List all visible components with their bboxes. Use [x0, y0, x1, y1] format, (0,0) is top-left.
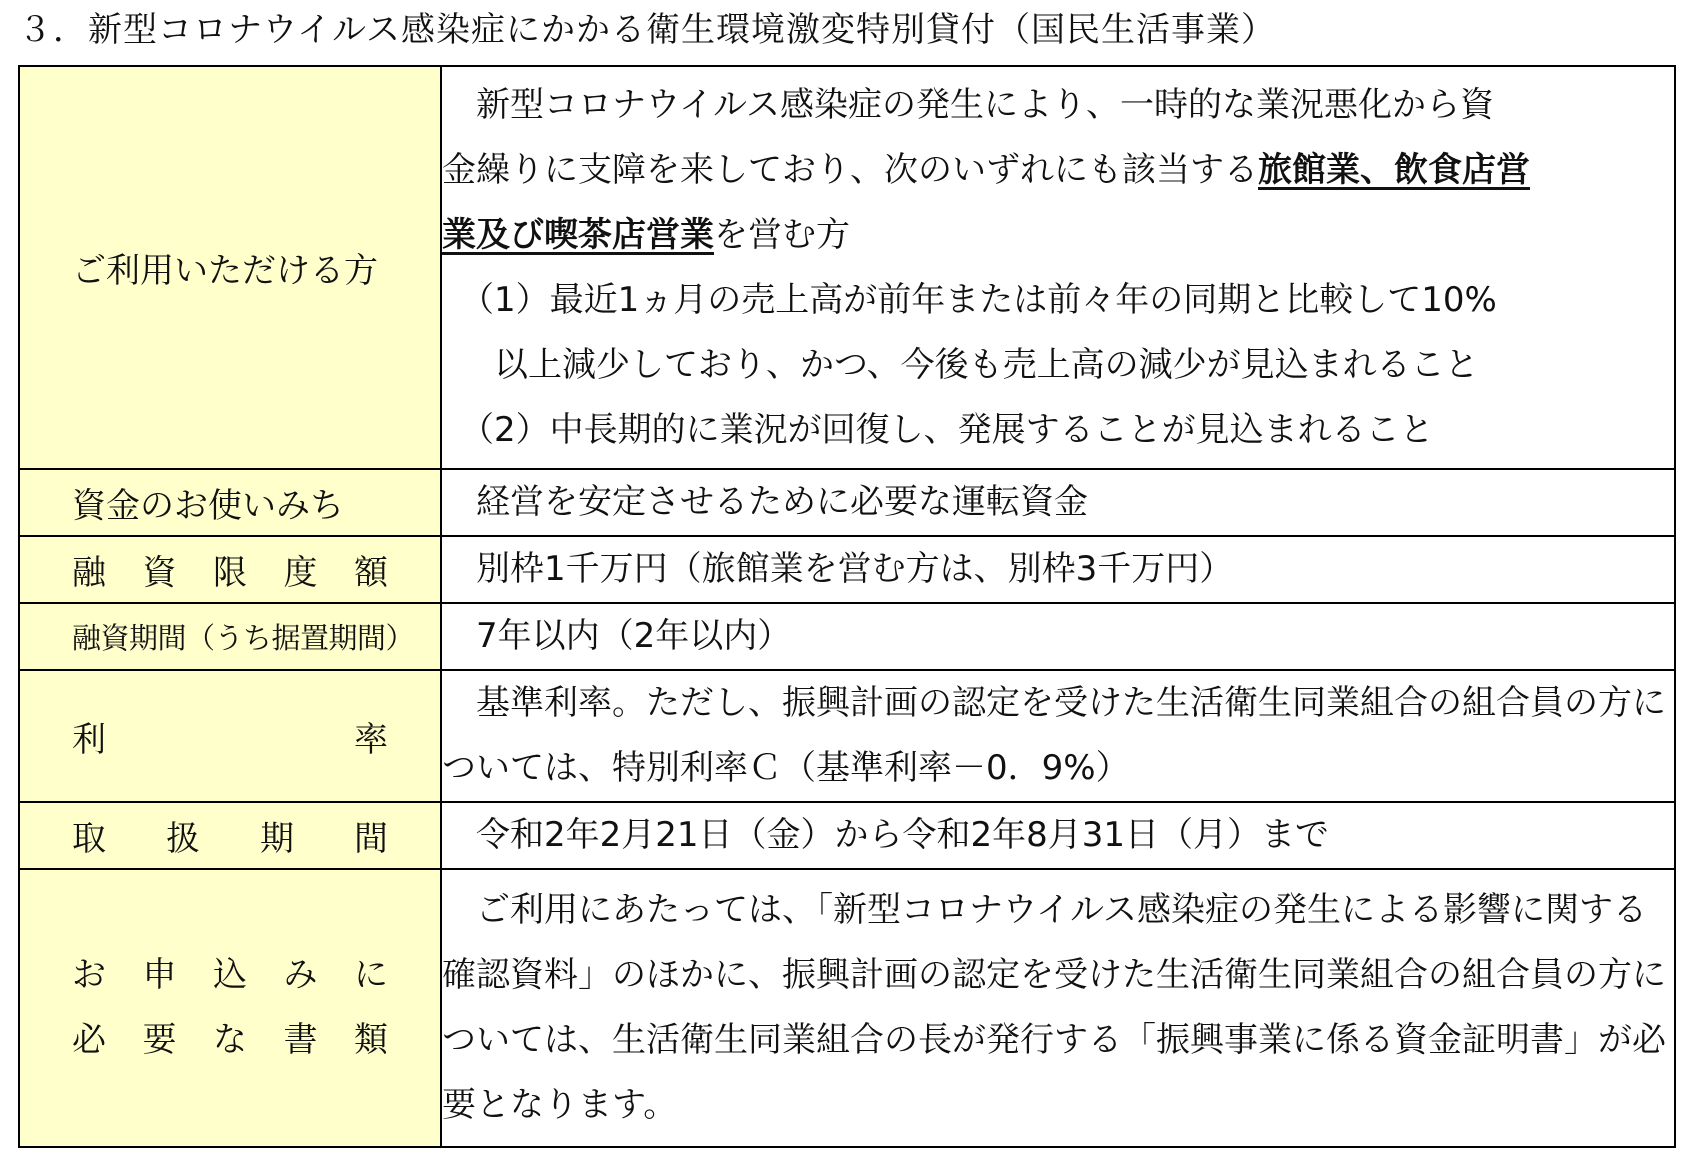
- eligible-text-line3-post: を営む方: [714, 214, 850, 255]
- value-cell-use: [441, 469, 1675, 536]
- label-limit-char: 額: [354, 553, 388, 593]
- value-rate: 基準利率。ただし、振興計画の認定を受けた生活衛生同業組合の組合員の方については、特別利率Ｃ（基準利率－0．9%）: [442, 683, 1666, 788]
- value-cell-rate: [441, 670, 1675, 802]
- value-cell-period: [441, 603, 1675, 670]
- label-period: 融資期間（うち据置期間）: [72, 621, 415, 655]
- table-row-use: [19, 469, 1675, 536]
- value-cell-limit: [441, 536, 1675, 603]
- label-limit-char: 資: [142, 553, 177, 593]
- label-use: 資金のお使いみち: [72, 486, 344, 526]
- label-docs-char: 込: [213, 955, 247, 995]
- eligible-text-line2: [442, 138, 1674, 203]
- label-docs-char: 書: [283, 1020, 318, 1060]
- table-row-docs: [19, 869, 1675, 1147]
- eligible-condition-2: （2）中長期的に業況が回復し、発展することが見込まれること: [460, 409, 1434, 450]
- label-docs-char: み: [283, 955, 318, 995]
- value-use: 経営を安定させるために必要な運転資金: [476, 482, 1088, 522]
- table-row-limit: [19, 536, 1675, 603]
- eligible-condition-1a: （1）最近1ヵ月の売上高が前年または前々年の同期と比較して10%: [460, 279, 1497, 320]
- eligible-text-line3: [442, 203, 1674, 268]
- eligible-business-types-part1: 旅館業、飲食店営: [1258, 149, 1530, 190]
- value-cell-eligible: [441, 66, 1675, 469]
- label-docs-char: お: [72, 955, 106, 995]
- table-row-eligible: [19, 66, 1675, 469]
- label-rate: [20, 712, 440, 761]
- label-handling-char: 間: [354, 819, 388, 859]
- label-docs-char: 申: [142, 955, 177, 995]
- value-cell-handling: [441, 802, 1675, 869]
- eligible-text-line2-pre: 金繰りに支障を来しており、次のいずれにも該当する: [442, 149, 1258, 190]
- label-cell-period: [19, 603, 441, 670]
- label-docs-char: に: [354, 955, 388, 995]
- table-row-rate: [19, 670, 1675, 802]
- eligible-condition-1b: 以上減少しており、かつ、今後も売上高の減少が見込まれること: [494, 344, 1479, 385]
- label-docs-line1: [20, 943, 440, 1008]
- label-cell-rate: [19, 670, 441, 802]
- label-limit-char: 融: [72, 553, 106, 593]
- value-period: 7年以内（2年以内）: [476, 616, 792, 656]
- value-docs: ご利用にあたっては、「新型コロナウイルス感染症の発生による影響に関する確認資料」のほかに、振興計画の認定を受けた生活衛生同業組合の組合員の方については、生活衛生同業組合の長が発行する「振興事業に係る資金証明書」が必要となります。: [442, 890, 1666, 1125]
- label-cell-eligible: [19, 66, 441, 469]
- label-docs-char: な: [213, 1020, 247, 1060]
- label-limit-char: 限: [213, 553, 247, 593]
- label-rate-char: 率: [354, 719, 388, 760]
- label-cell-docs: [19, 869, 441, 1147]
- label-docs-char: 類: [354, 1020, 388, 1060]
- label-eligible: ご利用いただける方: [72, 251, 378, 291]
- label-docs-char: 要: [142, 1020, 177, 1060]
- label-limit-char: 度: [283, 553, 318, 593]
- label-handling-char: 扱: [166, 819, 200, 859]
- eligible-business-types-part2: 業及び喫茶店営業: [442, 214, 714, 255]
- table-row-handling: [19, 802, 1675, 869]
- label-cell-limit: [19, 536, 441, 603]
- value-handling: 令和2年2月21日（金）から令和2年8月31日（月）まで: [476, 815, 1330, 855]
- label-docs-char: 必: [72, 1020, 106, 1060]
- value-limit: 別枠1千万円（旅館業を営む方は、別枠3千万円）: [476, 549, 1234, 589]
- label-rate-char: 利: [72, 719, 106, 760]
- label-cell-handling: [19, 802, 441, 869]
- value-cell-docs: [441, 869, 1675, 1147]
- label-handling-char: 期: [260, 819, 294, 859]
- label-handling: [20, 811, 440, 860]
- label-limit: [20, 545, 440, 594]
- label-handling-char: 取: [72, 819, 106, 859]
- section-title: ３．新型コロナウイルス感染症にかかる衛生環境激変特別貸付（国民生活事業）: [18, 10, 1276, 50]
- loan-info-table: [18, 65, 1676, 1148]
- table-row-period: [19, 603, 1675, 670]
- label-cell-use: [19, 469, 441, 536]
- label-docs-line2: [20, 1008, 440, 1073]
- eligible-text-line1: 新型コロナウイルス感染症の発生により、一時的な業況悪化から資: [476, 84, 1494, 125]
